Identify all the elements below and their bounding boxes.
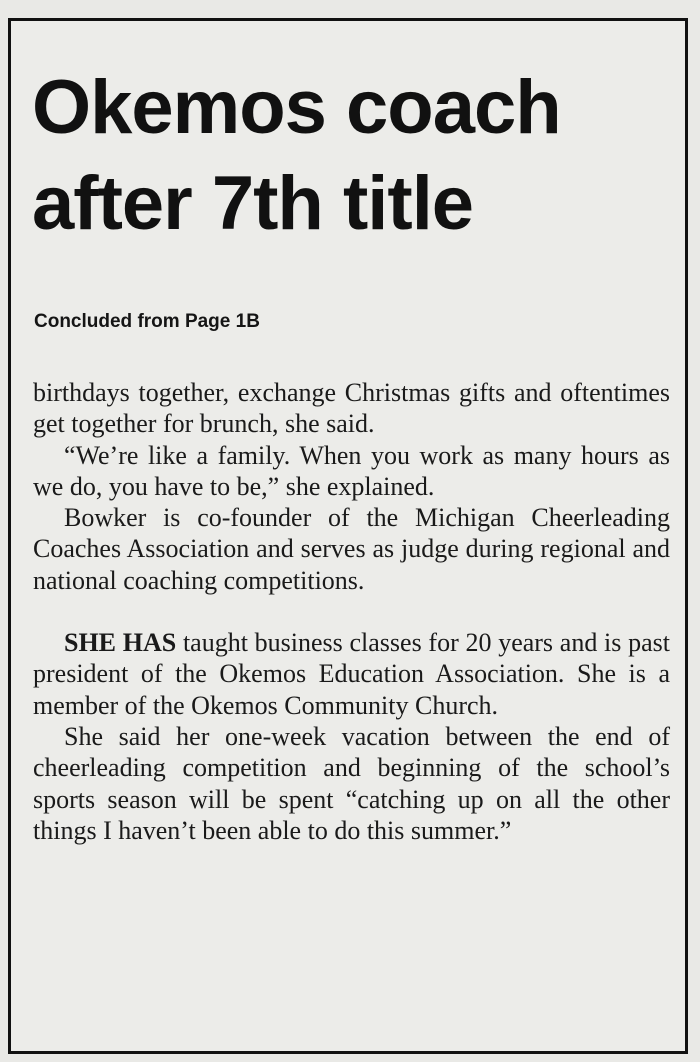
subhead-lead: SHE HAS [64,628,177,658]
paragraph-2: “We’re like a family. When you work as many hours as we do, you have to be,” she explained. [33,440,670,501]
paragraph-3: Bowker is co-founder of the Michigan Cheerleading Coaches Association and serves as judge during regional and national coaching competitions. [33,503,670,595]
headline [32,60,672,252]
paragraph-5: She said her one-week vacation between the end of cheerleading competition and beginning of the school’s sports season will be spent “catching up on all the other things I haven’t been able to do this summer.” [33,721,670,845]
headline-line-2: after 7th title [32,161,474,246]
paragraph-1: birthdays together, exchange Christmas gifts and oftentimes get together for brunch, she said. [33,378,670,439]
headline-line-1: Okemos coach [32,65,561,150]
jump-line: Concluded from Page 1B [34,311,260,332]
paragraph-4 [33,627,670,721]
subhead-rest: taught business classes for 20 years and is past president of the Okemos Education Association. She is a member of the Okemos Community Church. [33,628,670,720]
article-body [33,377,670,846]
